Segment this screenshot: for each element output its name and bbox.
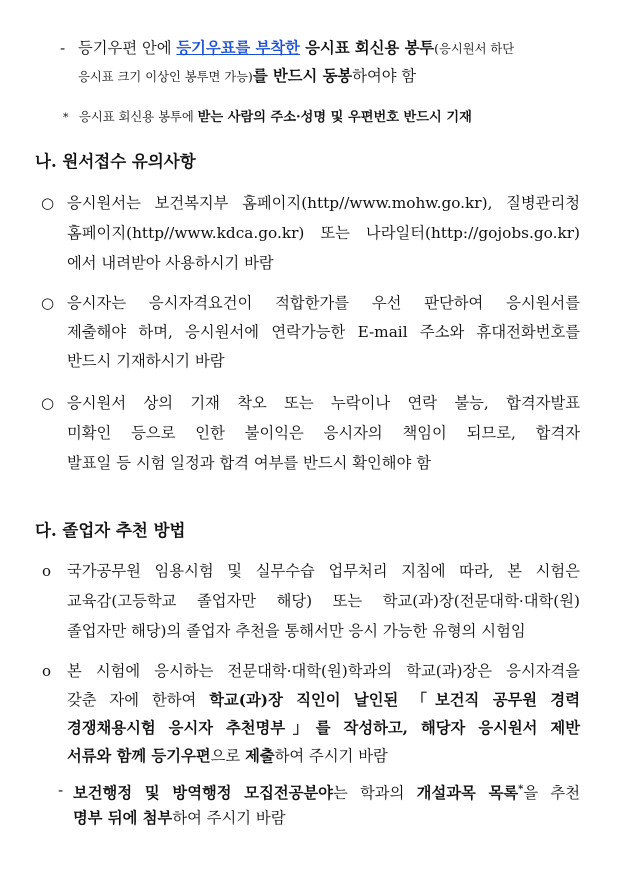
top-item-text: 등기우편 안에: [78, 39, 177, 57]
item-b3-line-1: 응시원서 상의 기재 착오 또는 누락이나 연락 불능, 합격자발표: [67, 394, 580, 412]
note-mark: *: [63, 111, 69, 124]
note-text: 응시표 회신용 봉투에: [79, 110, 198, 124]
top-item-line-1: [78, 38, 583, 59]
item-b2-line-1: 응시자는 응시자격요건이 적합한가를 우선 판단하여 응시원서를: [67, 294, 580, 312]
sub-item-line-2-bold: 명부 뒤에 첨부: [73, 809, 173, 827]
sub-item-mark: *: [518, 784, 524, 795]
top-item-small-2: 응시표 크기 이상인 봉투면 가능): [78, 70, 253, 84]
item-c2-line-4-bold: 서류와 함께 등기우편: [67, 747, 211, 765]
item-b3-line-3: 발표일 등 시험 일정과 합격 여부를 반드시 확인해야 함: [67, 454, 431, 472]
bullet-marker: ○: [41, 194, 55, 212]
item-c1-line-1: 국가공무원 임용시험 및 실무수습 업무처리 지침에 따라, 본 시험은: [67, 562, 580, 580]
top-item-bold-2: 를 반드시 동봉: [252, 67, 353, 85]
item-c2-line-4-rest: 하여 주시기 바람: [274, 747, 388, 765]
item-c2-line-2-bold: 학교(과)장 직인이 날인된 「보건직 공무원 경력: [209, 691, 580, 709]
item-c2-line-1: 본 시험에 응시하는 전문대학·대학(원)학과의 학교(과)장은 응시자격을: [67, 662, 580, 680]
item-c2-line-4-bold-2: 제출: [245, 747, 275, 765]
sub-item-bold-2: 개설과목 목록: [416, 784, 519, 803]
item-c1-line-2: 교육감(고등학교 졸업자만 해당) 또는 학교(과)장(전문대학·대학(원): [67, 592, 580, 610]
item-b2-line-2: 제출해야 하며, 응시원서에 연락가능한 E-mail 주소와 휴대전화번호를: [67, 323, 580, 341]
top-item-bold: 응시표 회신용 봉투: [299, 39, 435, 57]
bullet-marker: ○: [41, 394, 55, 412]
top-item-line-2: [78, 66, 583, 87]
sub-item-mid: 는 학과의: [332, 784, 417, 803]
sub-item-line-1: [73, 780, 580, 803]
bullet-marker: o: [42, 662, 52, 680]
sub-item-rest: 을 추천: [523, 784, 580, 803]
item-c2-line-4-mid: 으로: [210, 747, 246, 765]
sub-item-line-2: [73, 808, 285, 828]
dash-marker: -: [60, 39, 66, 57]
sub-item-bold: 보건행정 및 방역행정 모집전공분야: [73, 784, 333, 803]
note-line: [79, 106, 579, 128]
section-b-title: 나. 원서접수 유의사항: [35, 152, 196, 171]
item-c1-line-3: 졸업자만 해당)의 졸업자 추천을 통해서만 응시 가능한 유형의 시험임: [67, 622, 526, 640]
item-c2-line-4: [67, 746, 388, 766]
item-b3-line-2: 미확인 등으로 인한 불이익은 응시자의 책임이 되므로, 합격자: [67, 424, 580, 442]
stamp-link-text[interactable]: 등기우표를 부착한: [176, 39, 300, 57]
item-c2-line-3: 경쟁채용시험 응시자 추천명부」를 작성하고, 해당자 응시원서 제반: [67, 719, 580, 737]
item-c2-line-2: [67, 690, 580, 710]
item-b1-line-3: 에서 내려받아 사용하시기 바람: [67, 254, 274, 272]
sub-item-line-2-rest: 하여 주시기 바람: [172, 809, 286, 827]
item-b1-line-2: 홈페이지(http//www.kdca.go.kr) 또는 나라일터(http://gojobs.go.kr): [67, 224, 580, 242]
section-c-title: 다. 졸업자 추천 방법: [35, 521, 186, 540]
top-item-small: (응시원서 하단: [434, 42, 515, 56]
bullet-marker: o: [42, 562, 52, 580]
bullet-marker: ○: [41, 294, 55, 312]
item-b1-line-1: 응시원서는 보건복지부 홈페이지(http//www.mohw.go.kr), 질병관리청: [67, 194, 580, 212]
item-b2-line-3: 반드시 기재하시기 바람: [67, 352, 225, 370]
dash-marker: -: [58, 781, 64, 799]
note-bold: 받는 사람의 주소·성명 및 우편번호 반드시 기재: [197, 110, 472, 125]
item-c2-line-2-text: 갖춘 자에 한하여: [67, 691, 210, 709]
top-item-rest: 하여야 함: [352, 67, 417, 85]
